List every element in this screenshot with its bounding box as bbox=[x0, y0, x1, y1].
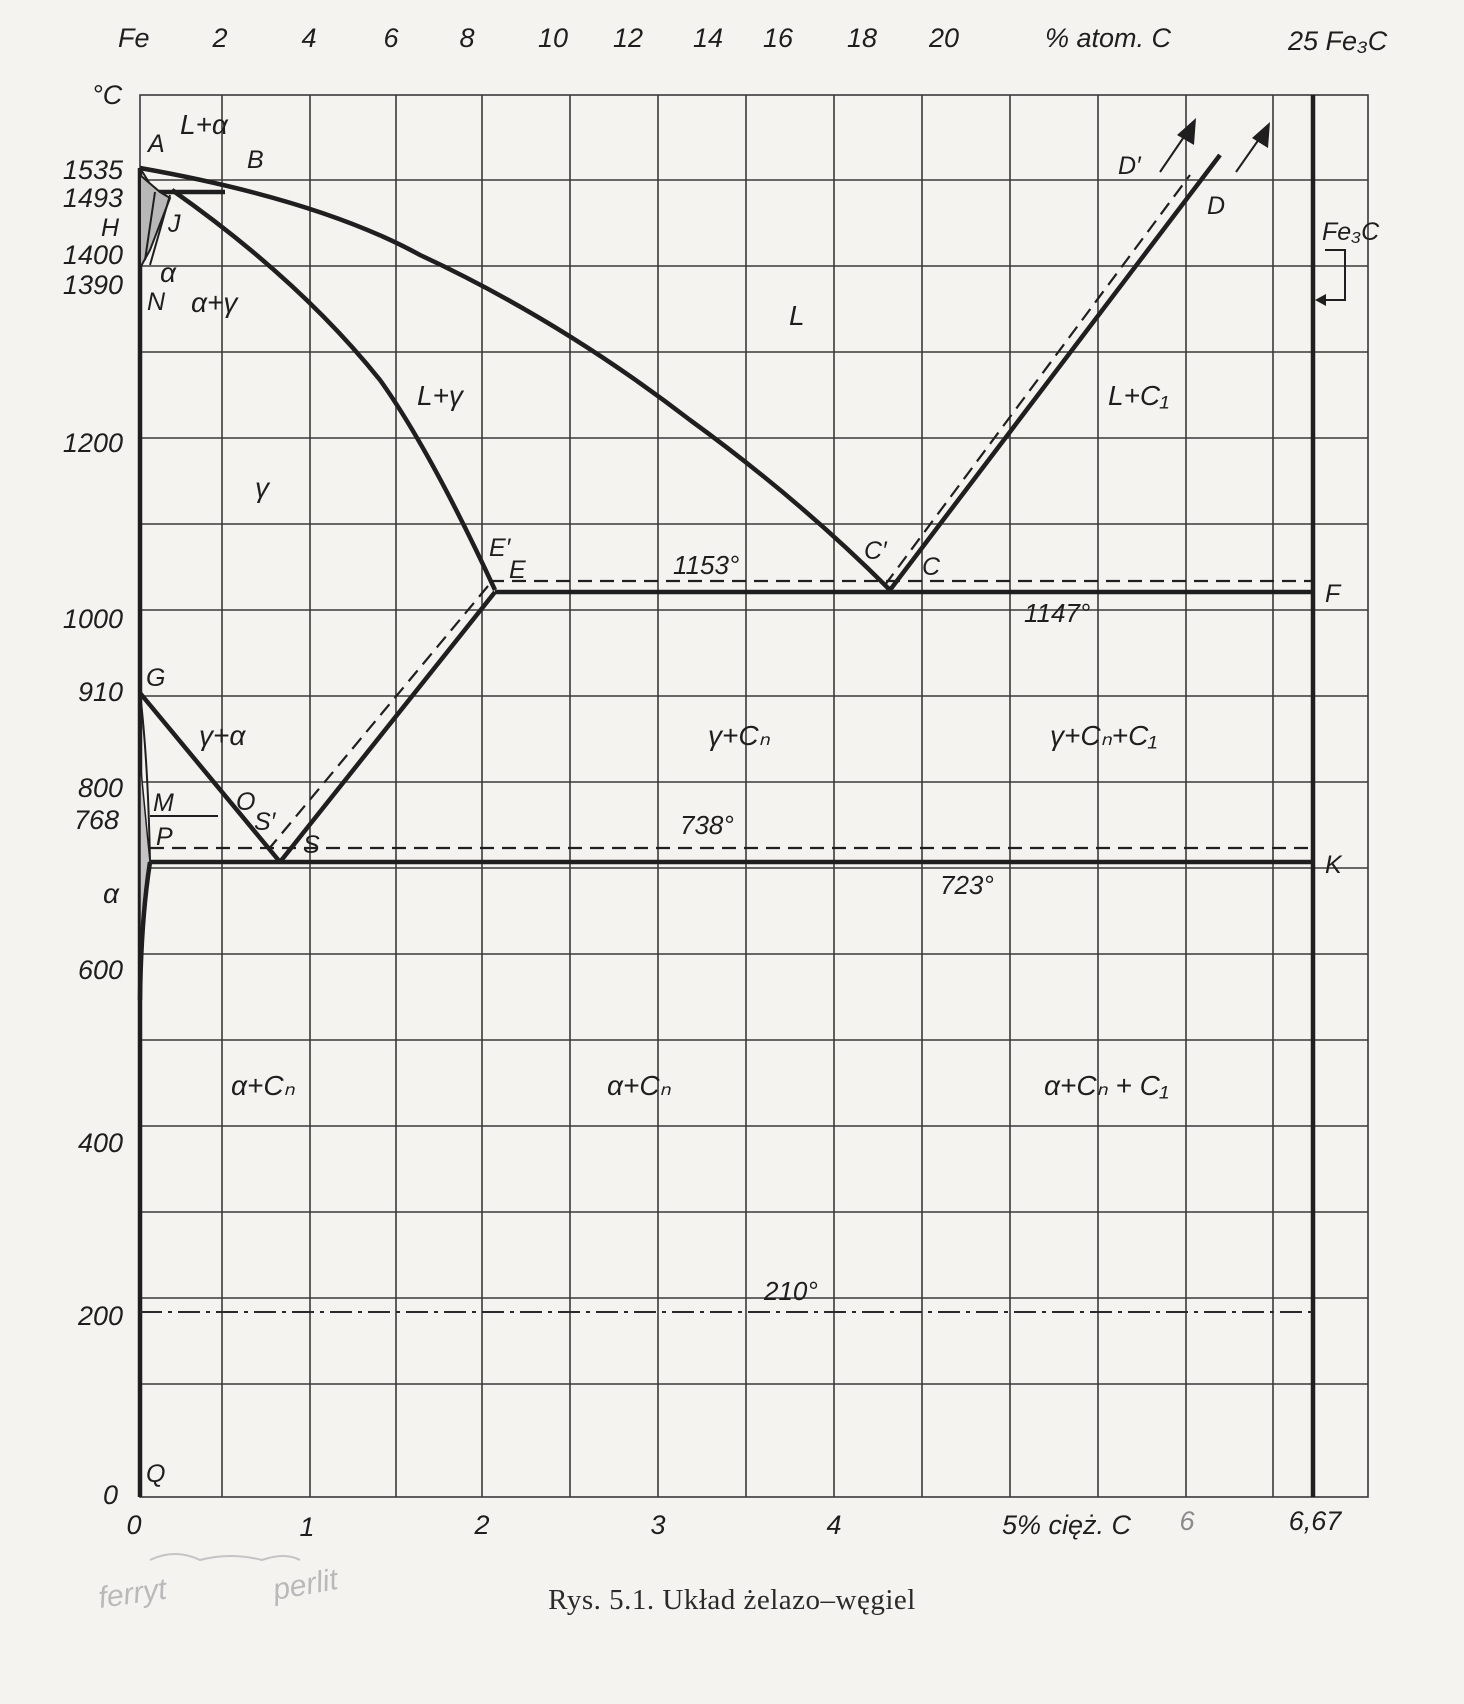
bottom-axis-tick: 4 bbox=[826, 1510, 842, 1540]
top-axis-tick: 6 bbox=[383, 23, 399, 53]
region-l-alpha: L+α bbox=[180, 109, 228, 140]
point-b-label: B bbox=[247, 146, 264, 174]
left-axis-tick: 1535 bbox=[62, 155, 123, 185]
left-axis-tick: 200 bbox=[77, 1301, 123, 1331]
point-h-label: H bbox=[101, 214, 120, 242]
point-m-label: M bbox=[153, 789, 174, 817]
region-gamma: γ bbox=[255, 472, 269, 503]
region-gamma-cii: γ+Cₙ bbox=[708, 720, 770, 751]
point-g-label: G bbox=[146, 664, 166, 692]
fe3c-bracket-arrow bbox=[1315, 294, 1326, 306]
top-axis-fe-label: Fe bbox=[118, 23, 150, 53]
handwritten-perlit: perlit bbox=[270, 1563, 341, 1607]
left-axis bbox=[63, 80, 124, 1510]
left-axis-tick: 910 bbox=[77, 677, 123, 707]
temperature-labels bbox=[673, 550, 1090, 1306]
left-axis-tick: 1400 bbox=[62, 240, 123, 270]
fe3c-side-label: Fe₃C bbox=[1322, 218, 1380, 246]
point-c-prime-label: C′ bbox=[864, 537, 887, 565]
region-alpha-gamma: α+γ bbox=[191, 287, 238, 318]
temp-738: 738° bbox=[680, 810, 734, 840]
left-axis-tick: 0 bbox=[102, 1480, 118, 1510]
top-axis-tick: 10 bbox=[537, 23, 569, 53]
bottom-axis-tick: 6,67 bbox=[1288, 1506, 1342, 1536]
region-alpha-low: α bbox=[103, 878, 119, 909]
left-axis-tick: 800 bbox=[77, 773, 123, 803]
point-e-label: E bbox=[509, 556, 526, 584]
figure-caption: Rys. 5.1. Układ żelazo–węgiel bbox=[548, 1584, 916, 1616]
point-o-label: O bbox=[236, 788, 256, 816]
top-axis-unit: % atom. C bbox=[1045, 23, 1172, 53]
top-axis-tick: 18 bbox=[846, 23, 878, 53]
delta-region bbox=[140, 175, 170, 268]
top-axis bbox=[118, 23, 1388, 56]
left-axis-tick: 1200 bbox=[62, 428, 123, 458]
point-n-label: N bbox=[147, 288, 166, 316]
point-c-label: C bbox=[922, 553, 941, 581]
region-alpha-cii-2: α+Cₙ bbox=[607, 1070, 671, 1101]
region-alpha-top: α bbox=[160, 257, 176, 288]
bottom-axis-unit: 5% cięż. C bbox=[1002, 1510, 1132, 1540]
phase-lines bbox=[140, 95, 1345, 1497]
left-axis-tick: 768 bbox=[73, 805, 119, 835]
plot-frame bbox=[140, 95, 1368, 1497]
point-p-label: P bbox=[156, 823, 173, 851]
top-axis-tick: 16 bbox=[762, 23, 794, 53]
top-axis-fe3c-label: 25 Fe₃C bbox=[1288, 26, 1388, 56]
fe3c-bracket bbox=[1320, 250, 1345, 300]
top-axis-tick: 12 bbox=[612, 23, 644, 53]
temp-1147: 1147° bbox=[1024, 598, 1091, 628]
point-a-label: A bbox=[148, 130, 165, 158]
region-alpha-cii-ci: α+Cₙ + C₁ bbox=[1044, 1070, 1169, 1101]
region-l-gamma: L+γ bbox=[417, 380, 463, 411]
region-gamma-cii-ci: γ+Cₙ+C₁ bbox=[1050, 720, 1158, 751]
point-s-label: S bbox=[303, 831, 320, 859]
point-d-label: D bbox=[1207, 192, 1226, 220]
top-axis-tick: 14 bbox=[692, 23, 724, 53]
grid bbox=[140, 95, 1368, 1497]
left-axis-tick: 1493 bbox=[62, 183, 123, 213]
bottom-axis-tick: 2 bbox=[474, 1510, 490, 1540]
left-axis-tick: 1390 bbox=[62, 270, 123, 300]
point-s-prime-label: S′ bbox=[254, 808, 276, 836]
top-axis-tick: 4 bbox=[301, 23, 317, 53]
region-gamma-alpha: γ+α bbox=[199, 720, 246, 751]
point-e-prime-label: E′ bbox=[489, 534, 511, 562]
bottom-axis-tick: 6 bbox=[1179, 1506, 1195, 1536]
top-axis-tick: 20 bbox=[928, 23, 960, 53]
solvus-es bbox=[280, 592, 495, 862]
temp-723: 723° bbox=[940, 870, 994, 900]
left-axis-tick: 1000 bbox=[62, 604, 123, 634]
solvus-es-dashed bbox=[268, 586, 488, 850]
left-axis-tick: 600 bbox=[77, 955, 123, 985]
top-axis-tick: 2 bbox=[212, 23, 228, 53]
point-j-label: J bbox=[168, 210, 181, 238]
handwritten-ferryt: ferryt bbox=[96, 1572, 169, 1615]
point-labels bbox=[101, 130, 1380, 1488]
region-l-c1: L+C₁ bbox=[1108, 380, 1169, 411]
temp-1153: 1153° bbox=[673, 550, 740, 580]
temp-210: 210° bbox=[764, 1276, 818, 1306]
point-d-prime-label: D′ bbox=[1118, 152, 1141, 180]
bottom-axis-tick: 1 bbox=[299, 1512, 315, 1542]
left-axis-unit: °C bbox=[92, 80, 123, 110]
point-f-label: F bbox=[1325, 580, 1341, 608]
point-k-label: K bbox=[1325, 851, 1342, 879]
top-axis-tick: 8 bbox=[459, 23, 475, 53]
handwritten-brace bbox=[150, 1554, 300, 1560]
bottom-axis-tick: 0 bbox=[126, 1510, 142, 1540]
point-q-label: Q bbox=[146, 1460, 166, 1488]
bottom-axis-tick: 3 bbox=[650, 1510, 666, 1540]
region-l: L bbox=[789, 300, 805, 331]
region-alpha-cii-1: α+Cₙ bbox=[231, 1070, 295, 1101]
bottom-axis bbox=[126, 1506, 1342, 1542]
liquidus-abc bbox=[140, 168, 890, 590]
left-axis-tick: 400 bbox=[77, 1128, 123, 1158]
